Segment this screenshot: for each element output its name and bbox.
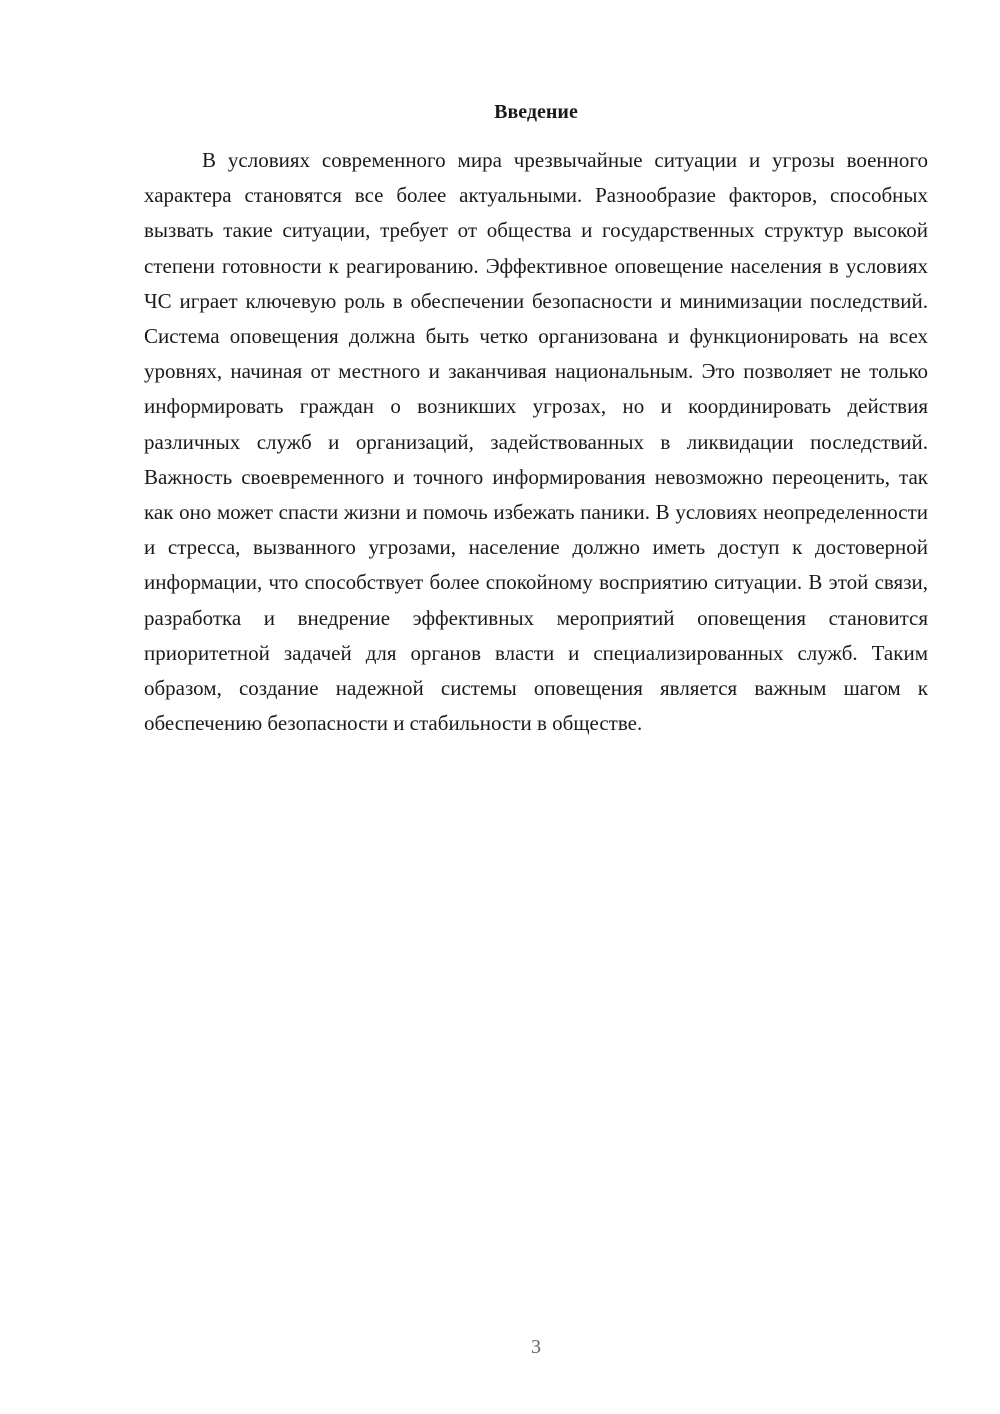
- body-paragraph: В условиях современного мира чрезвычайные ситуации и угрозы военного характера становятся все более актуальными. Разнообразие факторов, способных вызвать такие ситуации, требует от общества и государственных структур высокой степени готовности к реагированию. Эффективное оповещение населения в условиях ЧС играет ключевую роль в обеспечении безопасности и минимизации последствий. Система оповещения должна быть четко организована и функционировать на всех уровнях, начиная от местного и заканчивая национальным. Это позволяет не только информировать граждан о возникших угрозах, но и координировать действия различных служб и организаций, задействованных в ликвидации последствий. Важность своевременного и точного информирования невозможно переоценить, так как оно может спасти жизни и помочь избежать паники. В условиях неопределенности и стресса, вызванного угрозами, население должно иметь доступ к достоверной информации, что способствует более спокойному восприятию ситуации. В этой связи, разработка и внедрение эффективных мероприятий оповещения становится приоритетной задачей для органов власти и специализированных служб. Таким образом, создание надежной системы оповещения является важным шагом к обеспечению безопасности и стабильности в обществе.: [144, 148, 928, 736]
- section-heading: Введение: [494, 101, 578, 123]
- page-number: 3: [531, 1336, 541, 1358]
